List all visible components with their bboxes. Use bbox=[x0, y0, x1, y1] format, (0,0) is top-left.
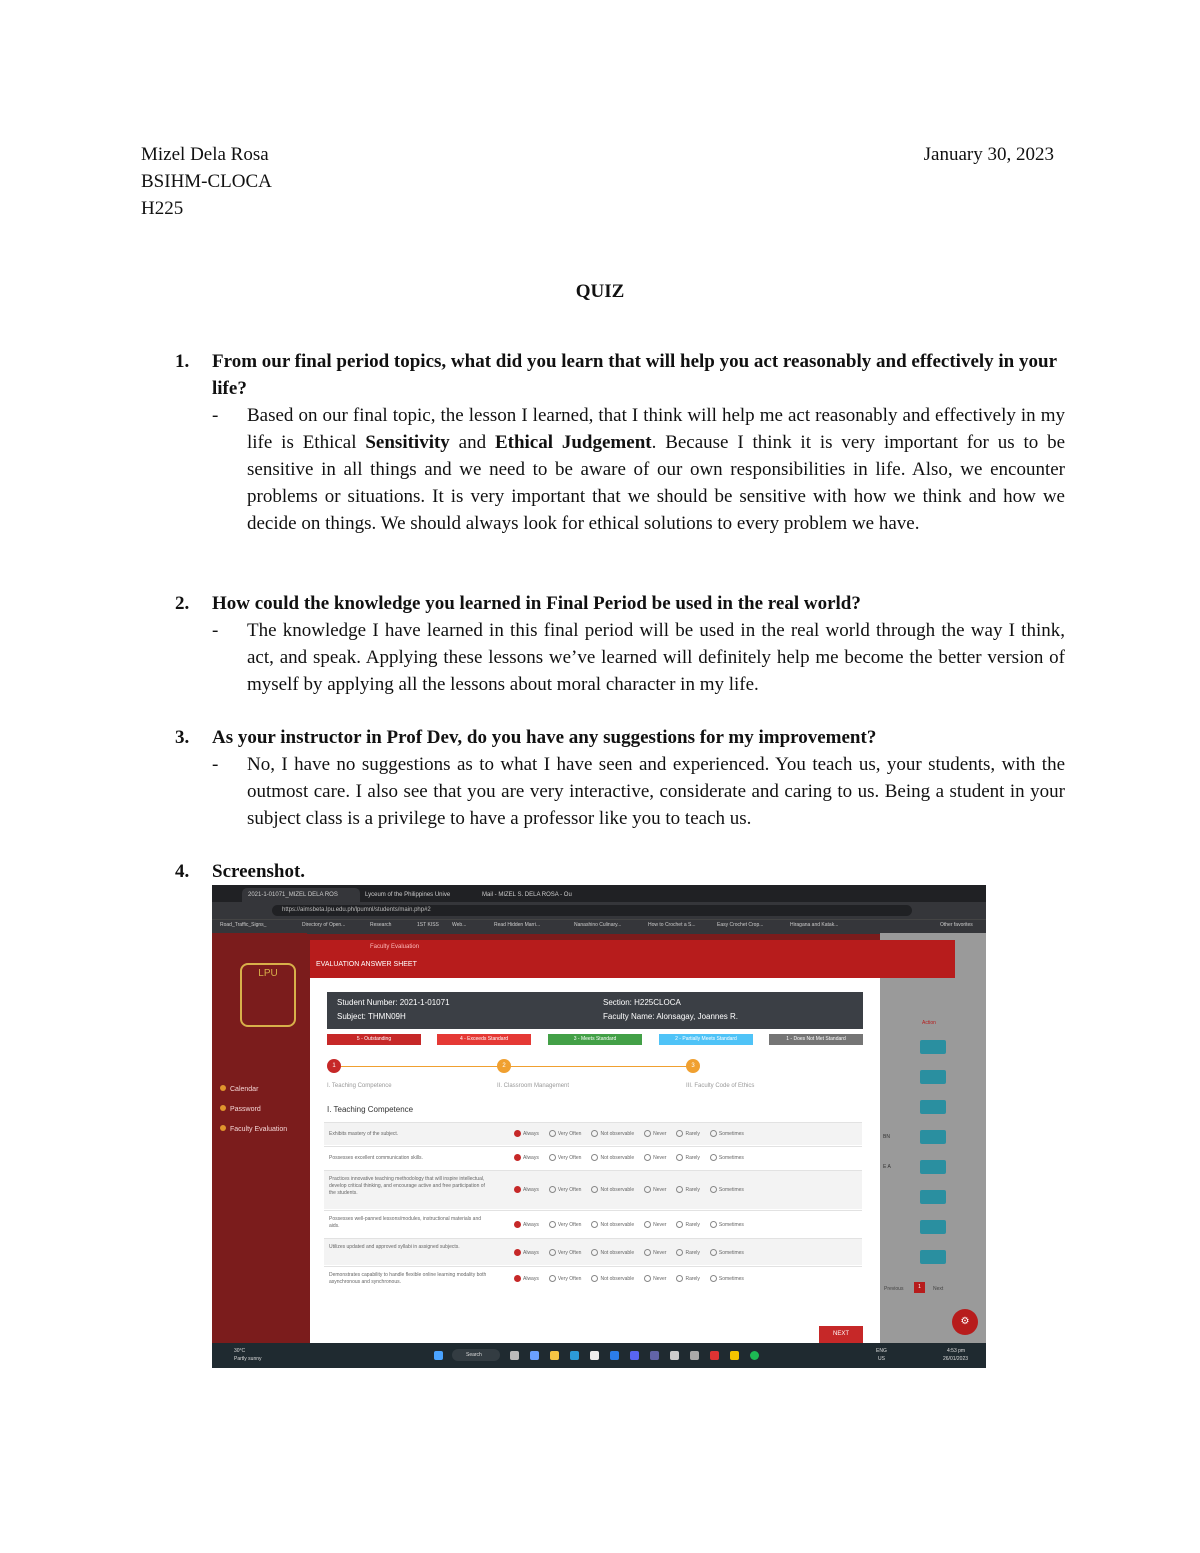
teams-icon[interactable] bbox=[650, 1351, 659, 1360]
region[interactable]: US bbox=[878, 1356, 885, 1362]
taskbar-search[interactable] bbox=[452, 1349, 500, 1361]
bullet-dash: - bbox=[212, 405, 219, 426]
pager-previous[interactable]: Previous bbox=[884, 1286, 904, 1292]
bookmark[interactable]: Road_Traffic_Signs_ bbox=[220, 922, 267, 928]
rating-options[interactable]: Always Very Often Not observable Never Rarely Sometimes bbox=[504, 1186, 744, 1193]
question-number: 3. bbox=[175, 727, 190, 748]
bookmark[interactable]: Research bbox=[370, 922, 392, 928]
menu-password[interactable] bbox=[220, 1105, 261, 1113]
lpu-logo: LPU bbox=[240, 963, 296, 1027]
weather-temp: 30°C bbox=[234, 1348, 246, 1354]
step-label: II. Classroom Management bbox=[497, 1083, 570, 1089]
menu-calendar[interactable] bbox=[220, 1085, 258, 1093]
menu-label: Password bbox=[230, 1106, 261, 1113]
rating-options[interactable]: Always Very Often Not observable Never Rarely Sometimes bbox=[504, 1130, 744, 1137]
student-program: BSIHM-CLOCA bbox=[141, 171, 272, 192]
action-button[interactable] bbox=[920, 1100, 946, 1114]
evaluation-row bbox=[324, 1266, 862, 1293]
bookmarks-bar bbox=[212, 919, 986, 934]
app-icon[interactable] bbox=[610, 1351, 619, 1360]
question-4 bbox=[175, 858, 1065, 885]
action-column-header: Action bbox=[922, 1020, 936, 1026]
search-label: Search bbox=[466, 1352, 482, 1358]
student-section: H225 bbox=[141, 198, 184, 219]
evaluation-row bbox=[324, 1170, 862, 1209]
evaluation-row bbox=[324, 1146, 862, 1169]
settings-fab[interactable] bbox=[952, 1309, 978, 1335]
section-title: I. Teaching Competence bbox=[327, 1105, 414, 1114]
answer-part: No, I have no suggestions as to what I have seen and experienced. You teach us, your students, with the outmost care. I also see that you are very interactive, considerate and caring to us. Being a student in your subject class is a privilege to have a professor like you to teach us. bbox=[247, 754, 1065, 829]
legend-item: 2 - Partially Meets Standard bbox=[659, 1034, 753, 1045]
edge-icon[interactable] bbox=[570, 1351, 579, 1360]
answer-text bbox=[212, 617, 1065, 698]
key-icon bbox=[220, 1105, 226, 1111]
os-taskbar bbox=[212, 1343, 986, 1368]
legend-item: 1 - Does Not Met Standard bbox=[769, 1034, 863, 1045]
question-number: 4. bbox=[175, 861, 190, 882]
section: Section: H225CLOCA bbox=[603, 998, 681, 1007]
faculty-name: Faculty Name: Alonsagay, Joannes R. bbox=[603, 1012, 739, 1021]
browser-tab[interactable]: Lyceum of the Philippines Unive bbox=[365, 892, 451, 898]
answer-part: and bbox=[449, 432, 495, 453]
modal-title: EVALUATION ANSWER SHEET bbox=[310, 952, 880, 978]
side-label: BN bbox=[883, 1134, 890, 1140]
weather-desc: Partly sunny bbox=[234, 1356, 262, 1362]
step-label: III. Faculty Code of Ethics bbox=[686, 1083, 755, 1089]
criterion-text: Possesses well-panned lessons/modules, instructional materials and aids. bbox=[329, 1216, 482, 1229]
rating-options[interactable]: Always Very Often Not observable Never Rarely Sometimes bbox=[504, 1275, 744, 1282]
bullet-dash: - bbox=[212, 620, 219, 641]
bookmark[interactable]: Other favorites bbox=[940, 922, 973, 928]
menu-faculty-evaluation[interactable] bbox=[220, 1125, 287, 1133]
question-text: From our final period topics, what did you learn that will help you act reasonably and effectively in your life? bbox=[212, 351, 1057, 399]
rating-options[interactable]: Always Very Often Not observable Never Rarely Sometimes bbox=[504, 1221, 744, 1228]
criterion-text: Demonstrates capability to handle flexible online learning modality both asynchronous and synchronous. bbox=[329, 1272, 487, 1285]
folder-icon[interactable] bbox=[550, 1351, 559, 1360]
browser-tab-bar bbox=[212, 885, 986, 902]
student-name: Mizel Dela Rosa bbox=[141, 144, 269, 165]
document-date: January 30, 2023 bbox=[923, 144, 1054, 165]
bookmark[interactable]: 1ST KISS bbox=[417, 922, 439, 928]
criterion-text: Practices innovative teaching methodology that will inspire intellectual, develop critical thinking, and encourage active and free participation of the students. bbox=[329, 1176, 485, 1196]
pager-page[interactable]: 1 bbox=[914, 1282, 925, 1293]
legend-item: 4 - Exceeds Standard bbox=[437, 1034, 531, 1045]
bookmark[interactable]: Read Hidden Marri... bbox=[494, 922, 541, 928]
side-label: E A bbox=[883, 1164, 891, 1170]
rating-options[interactable]: Always Very Often Not observable Never Rarely Sometimes bbox=[504, 1249, 744, 1256]
action-button[interactable] bbox=[920, 1190, 946, 1204]
clock-time[interactable]: 4:53 pm bbox=[947, 1348, 966, 1354]
criterion-text: Exhibits mastery of the subject. bbox=[329, 1131, 399, 1137]
action-button[interactable] bbox=[920, 1130, 946, 1144]
discord-icon[interactable] bbox=[630, 1351, 639, 1360]
bookmark[interactable]: Easy Crochet Crop... bbox=[717, 922, 764, 928]
legend-item: 3 - Meets Standard bbox=[548, 1034, 642, 1045]
page-header-title: Faculty Evaluation bbox=[370, 944, 420, 950]
windows-start-icon[interactable] bbox=[434, 1351, 443, 1360]
clipboard-icon bbox=[220, 1125, 226, 1131]
address-bar bbox=[212, 902, 986, 919]
bullet-dash: - bbox=[212, 754, 219, 775]
criterion-text: Utilizes updated and approved syllabi in assigned subjects. bbox=[329, 1244, 460, 1250]
calendar-icon bbox=[220, 1085, 226, 1091]
student-info bbox=[141, 141, 272, 222]
browser-tab[interactable]: 2021-1-01071_MIZEL DELA ROS bbox=[242, 888, 360, 902]
answer-text bbox=[212, 402, 1065, 537]
embedded-screenshot bbox=[212, 885, 986, 1368]
menu-label: Calendar bbox=[230, 1086, 259, 1093]
step-3[interactable]: 3 bbox=[686, 1059, 700, 1073]
step-2[interactable]: 2 bbox=[497, 1059, 511, 1073]
action-button[interactable] bbox=[920, 1040, 946, 1054]
rating-options[interactable]: Always Very Often Not observable Never Rarely Sometimes bbox=[504, 1154, 744, 1161]
step-1[interactable]: 1 bbox=[327, 1059, 341, 1073]
url-input[interactable]: https://aimsbeta.lpu.edu.ph/lpumnl/students/main.php#2 bbox=[272, 905, 912, 916]
bookmark[interactable]: Directory of Open... bbox=[302, 922, 346, 928]
stepper-line bbox=[334, 1066, 694, 1067]
browser-tab[interactable]: Mail - MIZEL S. DELA ROSA - Ou bbox=[482, 892, 572, 898]
evaluation-row bbox=[324, 1238, 862, 1265]
language[interactable]: ENG bbox=[876, 1348, 887, 1354]
student-number: Student Number: 2021-1-01071 bbox=[337, 998, 450, 1007]
app-sidebar bbox=[212, 933, 307, 1343]
chat-icon[interactable] bbox=[530, 1351, 539, 1360]
action-button[interactable] bbox=[920, 1160, 946, 1174]
bookmark[interactable]: Nanashino Culinary... bbox=[574, 922, 622, 928]
answer-text bbox=[212, 751, 1065, 832]
question-text: How could the knowledge you learned in Final Period be used in the real world? bbox=[212, 593, 861, 614]
question-text: Screenshot. bbox=[212, 861, 306, 882]
action-button[interactable] bbox=[920, 1220, 946, 1234]
app-icon[interactable] bbox=[710, 1351, 719, 1360]
clock-date[interactable]: 26/01/2023 bbox=[943, 1356, 969, 1362]
legend-item: 5 - Outstanding bbox=[327, 1034, 421, 1045]
evaluation-row bbox=[324, 1210, 862, 1237]
subject: Subject: THMN09H bbox=[337, 1012, 406, 1021]
answer-part: The knowledge I have learned in this final period will be used in the real world through the way I think, act, and speak. Applying these lessons we’ve learned will definitely help me become the better version of myself by applying all the lessons about moral character in my life. bbox=[247, 620, 1065, 695]
question-number: 2. bbox=[175, 593, 190, 614]
question-2 bbox=[175, 590, 1065, 698]
bookmark[interactable]: How to Crochet a S... bbox=[648, 922, 696, 928]
chrome-icon[interactable] bbox=[670, 1351, 679, 1360]
menu-label: Faculty Evaluation bbox=[230, 1126, 288, 1133]
bookmark[interactable]: Hiragana and Katak... bbox=[790, 922, 839, 928]
criterion-text: Possesses excellent communication skills. bbox=[329, 1155, 423, 1161]
spotify-icon[interactable] bbox=[750, 1351, 759, 1360]
answer-bold: Ethical Judgement bbox=[494, 432, 652, 453]
step-label: I. Teaching Competence bbox=[327, 1083, 392, 1089]
answer-part: . Because I think it is very important for us to be sensitive in all things and we need to be aware of our own responsibilities in life. Also, we encounter problems or situations. It is very important that we should be sensitive with how we think and how we decide on things. We should always look for ethical solutions to every problem we have. bbox=[247, 432, 1066, 534]
evaluation-row bbox=[324, 1122, 862, 1145]
action-button[interactable] bbox=[920, 1250, 946, 1264]
student-info-box bbox=[327, 992, 863, 1029]
app-icon[interactable] bbox=[730, 1351, 739, 1360]
question-3 bbox=[175, 724, 1065, 832]
pager-next[interactable]: Next bbox=[933, 1286, 944, 1292]
answer-part: Based on our final topic, the lesson I learned, that I think will help me act reasonably and effectively in my life is Ethical bbox=[247, 405, 1065, 453]
bookmark[interactable]: Web... bbox=[452, 922, 467, 928]
answer-bold: Sensitivity bbox=[365, 432, 450, 453]
page-title: QUIZ bbox=[575, 281, 625, 302]
gear-icon: ⚙ bbox=[960, 1316, 970, 1327]
question-1 bbox=[175, 348, 1065, 537]
action-button[interactable] bbox=[920, 1070, 946, 1084]
next-button[interactable]: NEXT bbox=[819, 1326, 863, 1343]
question-text: As your instructor in Prof Dev, do you have any suggestions for my improvement? bbox=[212, 727, 877, 748]
task-view-icon[interactable] bbox=[510, 1351, 519, 1360]
app-icon[interactable] bbox=[690, 1351, 699, 1360]
store-icon[interactable] bbox=[590, 1351, 599, 1360]
question-number: 1. bbox=[175, 351, 190, 372]
